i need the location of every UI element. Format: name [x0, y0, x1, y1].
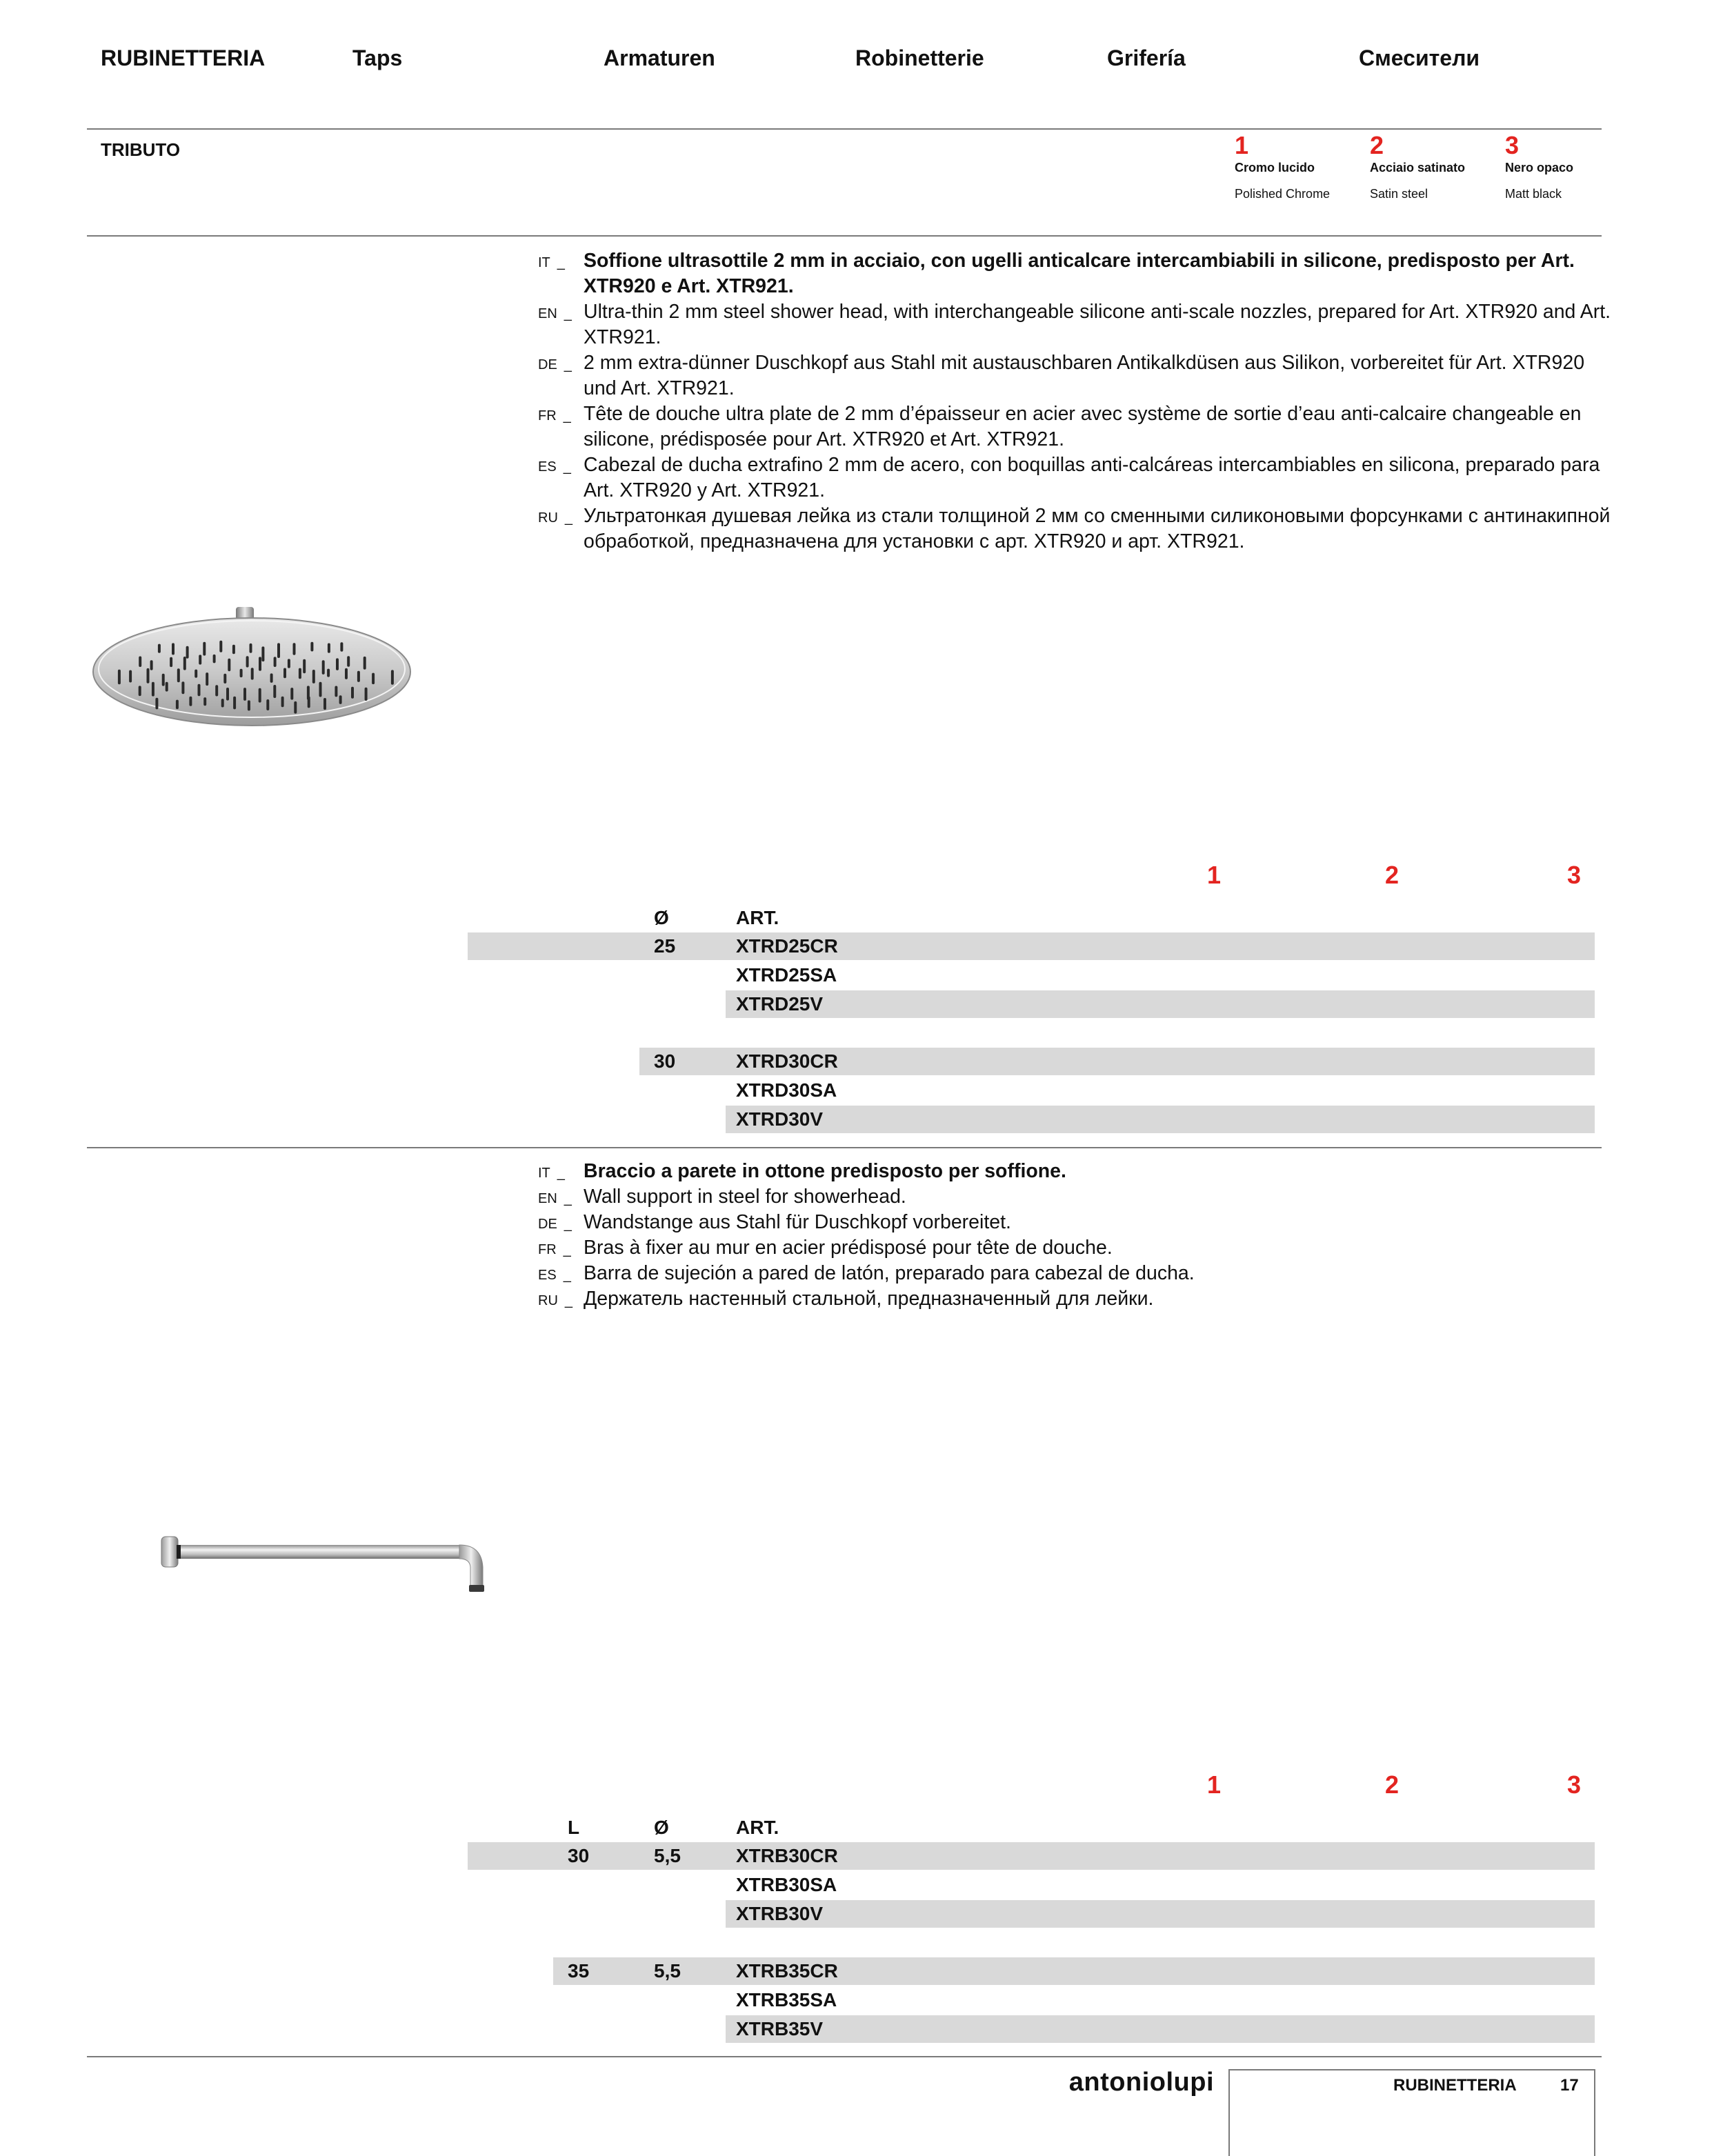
nozzle: [340, 642, 343, 652]
nozzle: [323, 698, 326, 710]
nozzle: [243, 688, 246, 701]
table-row: [468, 932, 1595, 960]
series-title: TRIBUTO: [101, 139, 181, 160]
nozzle: [223, 674, 226, 683]
row-art-code: XTRB35SA: [736, 1989, 837, 2010]
nozzle: [259, 657, 261, 670]
description-en: EN _ Wall support in steel for showerhead.: [538, 1186, 906, 1208]
nozzle: [391, 670, 394, 684]
nozzle: [181, 681, 184, 694]
round-shower-head-image: [90, 600, 414, 738]
header-language-de: Armaturen: [604, 46, 715, 70]
language-code: ES: [538, 1268, 557, 1283]
nozzle: [281, 697, 284, 707]
language-code: RU: [538, 1293, 558, 1308]
nozzle: [259, 688, 261, 703]
brand-logo: antoniolupi: [1068, 2068, 1214, 2097]
table-finish-number: 1: [1207, 1770, 1222, 1799]
finish-number: 2: [1370, 131, 1384, 159]
nozzle: [372, 673, 375, 685]
finish-number: 3: [1505, 131, 1520, 159]
nozzle: [293, 643, 296, 655]
description-ru: RU _ Ультратонкая душевая лейка из стали толщиной 2 мм со сменными силиконовыми форсунками с антинакипной обработкой, предназначена для установки с арт. XTR920 и арт. XTR921.: [538, 505, 1611, 552]
row-art-code: XTRB30CR: [736, 1845, 838, 1866]
nozzle: [327, 669, 330, 677]
finish-number: 1: [1235, 131, 1249, 159]
nozzle: [213, 655, 216, 663]
finish-name: Cromo lucido: [1235, 161, 1315, 174]
divider: [87, 235, 1602, 237]
table-finish-number: 1: [1207, 861, 1222, 889]
nozzle: [357, 671, 360, 682]
nozzle: [233, 697, 236, 710]
table-finish-number: 2: [1385, 861, 1400, 889]
nozzle: [219, 641, 222, 652]
row-length: 35: [568, 1960, 590, 1982]
finish-name-en: Polished Chrome: [1235, 187, 1331, 201]
language-code: RU: [538, 510, 558, 526]
language-code: IT: [538, 1166, 550, 1181]
table-row: [726, 990, 1595, 1018]
nozzle: [150, 660, 153, 670]
nozzle: [147, 668, 150, 683]
language-code: ES: [538, 459, 557, 475]
description-de: DE _ 2 mm extra-dünner Duschkopf aus Stahl mit austauschbaren Antikalkdüsen aus Silikon, vorbereitet für Art. XTR920 und Art. XTR921.: [538, 352, 1585, 399]
column-header-art: ART.: [736, 1817, 779, 1838]
header-language-ru: Смесители: [1359, 46, 1480, 70]
nozzle: [221, 699, 224, 707]
table-finish-number: 3: [1567, 1770, 1582, 1799]
column-header-diameter: Ø: [654, 907, 669, 928]
row-diameter: 5,5: [654, 1845, 681, 1866]
language-code: IT: [538, 255, 550, 270]
nozzle: [347, 656, 350, 667]
table-row: [726, 1106, 1595, 1133]
table-finish-number: 2: [1385, 1770, 1400, 1799]
language-code: FR: [538, 408, 557, 423]
row-art-code: XTRD25SA: [736, 964, 837, 986]
nozzle: [339, 695, 342, 704]
row-art-code: XTRB30SA: [736, 1874, 837, 1895]
nozzle: [226, 688, 229, 701]
nozzle: [170, 657, 172, 667]
nozzle: [172, 643, 175, 655]
nozzle: [308, 697, 310, 708]
finish-name-en: Satin steel: [1370, 187, 1428, 201]
nozzle: [294, 701, 297, 714]
column-header-diameter: Ø: [654, 1817, 669, 1838]
row-art-code: XTRD30CR: [736, 1050, 838, 1072]
header-language-en: Taps: [352, 46, 403, 70]
nozzle: [139, 686, 141, 696]
nozzle: [166, 682, 168, 692]
nozzle: [335, 686, 337, 697]
nozzle: [299, 668, 301, 679]
nozzle: [319, 682, 322, 697]
wall-arm-image: [156, 1524, 494, 1600]
description-es: ES _ Barra de sujeción a pared de latón, preparado para cabezal de ducha.: [538, 1262, 1195, 1284]
product-description: [538, 248, 1614, 555]
row-art-code: XTRB35CR: [736, 1960, 838, 1982]
row-length: 30: [568, 1845, 590, 1866]
table-row: [553, 1957, 1595, 1985]
description-fr: FR _ Tête de douche ultra plate de 2 mm d’épaisseur en acier avec système de sortie d’eau anti-calcaire changeable en silicone, prédisposée pour Art. XTR920 et Art. XTR921.: [538, 403, 1582, 450]
nozzle: [240, 669, 243, 677]
nozzle: [176, 700, 179, 710]
nozzle: [232, 645, 235, 655]
nozzle: [274, 657, 277, 667]
row-diameter: 25: [654, 935, 676, 957]
language-code: EN: [538, 306, 557, 321]
table-row: [726, 2015, 1595, 2043]
description-de: DE _ Wandstange aus Stahl für Duschkopf vorbereitet.: [538, 1211, 1011, 1233]
nozzle: [183, 657, 186, 670]
language-code: FR: [538, 1242, 557, 1257]
row-diameter: 30: [654, 1050, 676, 1072]
description-en: EN _ Ultra-thin 2 mm steel shower head, with interchangeable silicone anti-scale nozzles, prepared for Art. XTR920 and Art. XTR921.: [538, 301, 1611, 348]
nozzle: [158, 644, 161, 653]
nozzle: [273, 685, 276, 698]
nozzle: [250, 643, 252, 653]
nozzle: [177, 668, 180, 682]
nozzle: [303, 659, 306, 674]
nozzle: [203, 642, 206, 656]
nozzle: [152, 682, 155, 697]
description-it: IT _ Soffione ultrasottile 2 mm in acciaio, con ugelli anticalcare intercambiabili in silicone, predisposto per Art. XTR920 e Art. XTR921.: [538, 250, 1575, 297]
nozzle: [270, 673, 273, 683]
nozzle: [365, 688, 368, 701]
nozzle: [312, 670, 315, 683]
language-code: DE: [538, 357, 557, 372]
nozzle: [277, 643, 280, 658]
nozzle: [118, 670, 121, 685]
table-row: [468, 1842, 1595, 1870]
divider: [87, 1147, 1602, 1148]
row-art-code: XTRD30SA: [736, 1079, 837, 1101]
nozzle: [195, 670, 197, 678]
nozzle: [345, 668, 348, 679]
header-language-fr: Robinetterie: [855, 46, 984, 70]
table-row: [726, 1900, 1595, 1928]
nozzle: [186, 646, 189, 659]
nozzle: [206, 672, 208, 686]
column-header-length: L: [568, 1817, 580, 1838]
language-code: DE: [538, 1217, 557, 1232]
finish-name: Nero opaco: [1505, 161, 1574, 174]
row-art-code: XTRD25V: [736, 993, 824, 1015]
nozzle: [322, 660, 325, 675]
nozzle: [215, 685, 218, 696]
nozzle: [162, 674, 165, 686]
row-art-code: XTRD30V: [736, 1108, 824, 1130]
nozzle: [351, 687, 354, 699]
nozzle: [251, 668, 254, 679]
description-es: ES _ Cabezal de ducha extrafino 2 mm de acero, con boquillas anti-calcáreas intercambiables en silicona, preparado para Art. XTR920 y Art. XTR921.: [538, 454, 1600, 501]
row-art-code: XTRB35V: [736, 2018, 824, 2039]
nozzle: [290, 688, 293, 700]
description-it: IT _ Braccio a parete in ottone predisposto per soffione.: [538, 1160, 1066, 1182]
nozzle: [155, 698, 158, 710]
row-art-code: XTRB30V: [736, 1903, 824, 1924]
nozzle: [139, 657, 141, 668]
column-header-art: ART.: [736, 907, 779, 928]
divider: [87, 128, 1602, 130]
nozzle: [310, 642, 313, 652]
product-description: [538, 1159, 1614, 1312]
nozzle: [129, 670, 132, 683]
nozzle: [248, 700, 250, 710]
nozzle: [246, 656, 249, 667]
page-number: 17: [1560, 2076, 1579, 2095]
finish-name-en: Matt black: [1505, 187, 1562, 201]
nozzle: [261, 646, 264, 661]
nozzle: [288, 659, 290, 668]
nozzle: [203, 697, 206, 706]
nozzle: [363, 657, 366, 670]
footer-section: RUBINETTERIA: [1393, 2076, 1517, 2095]
description-ru: RU _ Держатель настенный стальной, предназначенный для лейки.: [538, 1288, 1154, 1310]
nozzle: [266, 699, 269, 710]
nozzle: [328, 643, 330, 653]
nozzle: [283, 668, 286, 679]
header-language-es: Grifería: [1107, 46, 1186, 70]
nozzle: [198, 684, 201, 696]
divider: [87, 2056, 1602, 2057]
nozzle: [336, 658, 339, 670]
description-fr: FR _ Bras à fixer au mur en acier prédisposé pour tête de douche.: [538, 1237, 1113, 1259]
header-language-it: RUBINETTERIA: [101, 46, 266, 70]
nozzle: [199, 655, 201, 664]
table-finish-number: 3: [1567, 861, 1582, 889]
nozzle: [228, 659, 230, 672]
row-diameter: 5,5: [654, 1960, 681, 1982]
nozzle: [189, 697, 192, 706]
language-code: EN: [538, 1191, 557, 1206]
finish-name: Acciaio satinato: [1370, 161, 1466, 174]
row-art-code: XTRD25CR: [736, 935, 838, 957]
